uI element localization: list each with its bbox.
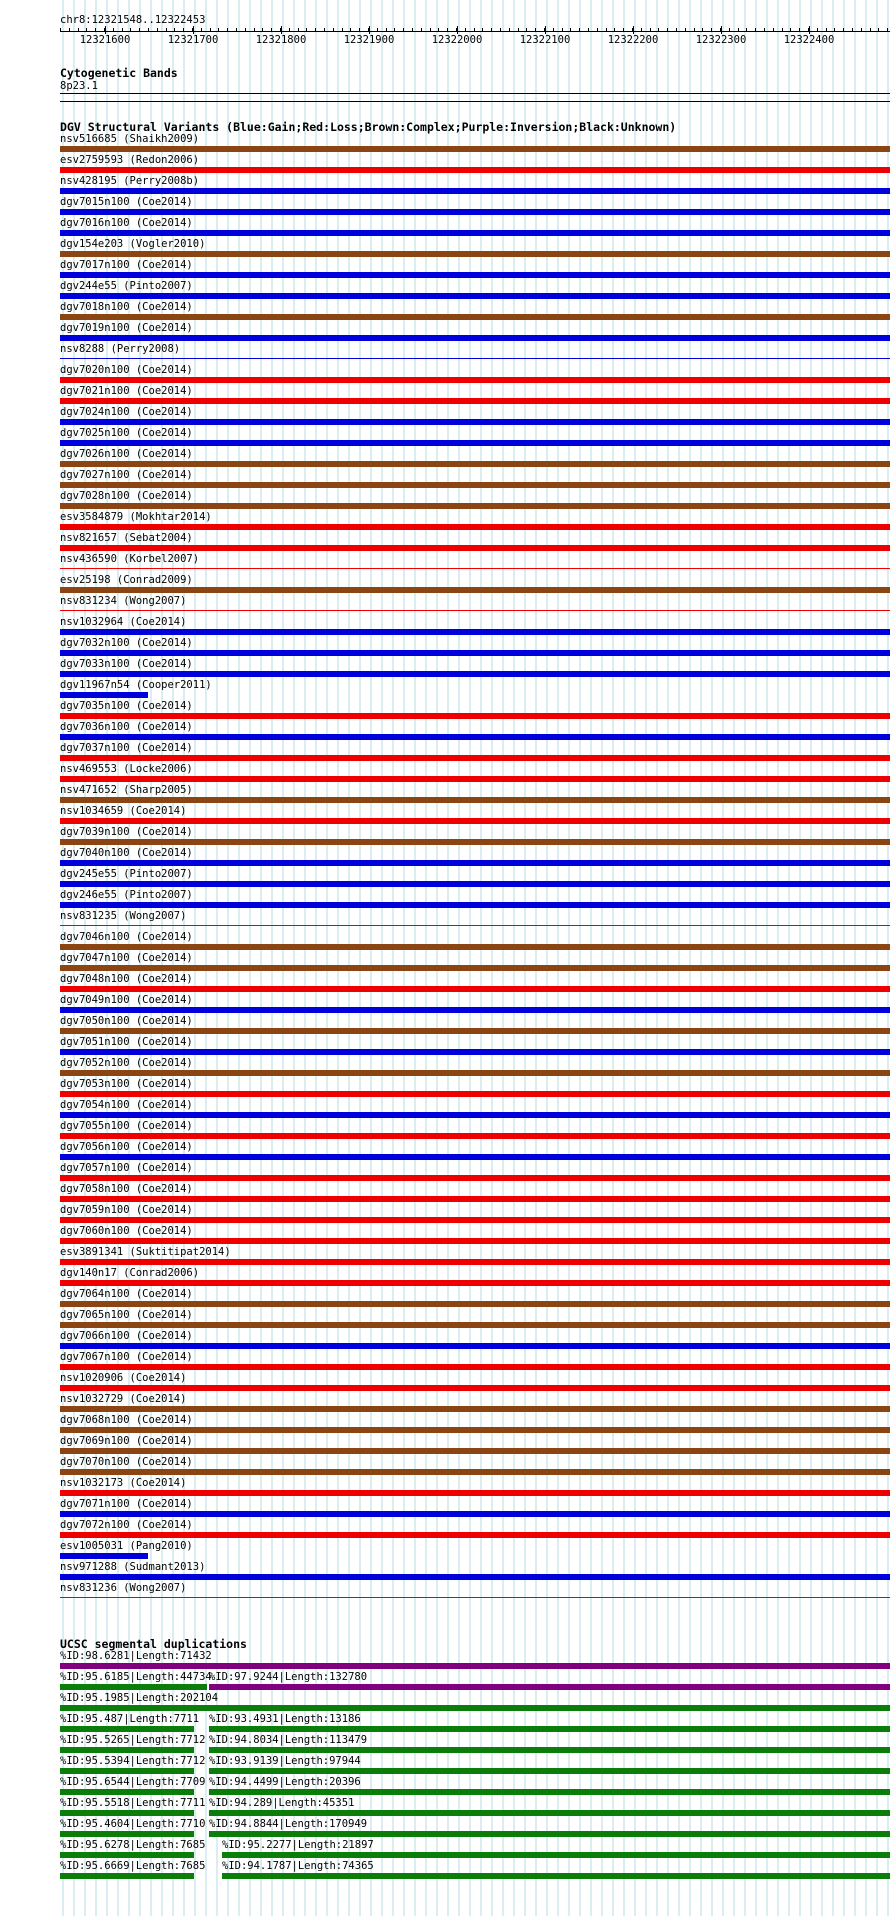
ruler-major-tick	[721, 26, 722, 34]
segdup-label[interactable]: %ID:94.1787|Length:74365	[222, 1860, 374, 1872]
dgv-variant-label[interactable]: nsv1034659 (Coe2014)	[60, 805, 187, 817]
dgv-variant-bar[interactable]	[60, 610, 890, 611]
ruler-minor-tick	[113, 28, 114, 32]
ruler-minor-tick	[447, 28, 448, 32]
dgv-variant-bar[interactable]	[60, 1343, 890, 1349]
ruler-tick-label: 12321600	[79, 34, 131, 46]
ruler-minor-tick	[289, 28, 290, 32]
dgv-variant-bar[interactable]	[60, 1301, 890, 1307]
segdup-bar[interactable]	[209, 1768, 890, 1774]
dgv-variant-bar[interactable]	[60, 1280, 890, 1286]
ruler-minor-tick	[201, 28, 202, 32]
dgv-variant-label[interactable]: dgv7069n100 (Coe2014)	[60, 1435, 193, 1447]
dgv-variant-bar[interactable]	[60, 1028, 890, 1034]
dgv-variant-bar[interactable]	[60, 209, 890, 215]
segdup-bar[interactable]	[209, 1831, 890, 1837]
dgv-variant-bar[interactable]	[60, 1490, 890, 1496]
ruler-minor-tick	[236, 28, 237, 32]
dgv-variant-label[interactable]: nsv428195 (Perry2008b)	[60, 175, 200, 187]
ruler-minor-tick	[227, 28, 228, 32]
dgv-variant-label[interactable]: dgv7053n100 (Coe2014)	[60, 1078, 193, 1090]
dgv-variant-label[interactable]: dgv7028n100 (Coe2014)	[60, 490, 193, 502]
dgv-variant-label[interactable]: dgv7015n100 (Coe2014)	[60, 196, 193, 208]
dgv-variant-bar[interactable]	[60, 1196, 890, 1202]
segdup-label[interactable]: %ID:93.4931|Length:13186	[209, 1713, 361, 1725]
dgv-variant-bar[interactable]	[60, 818, 890, 824]
ruler-minor-tick	[562, 28, 563, 32]
dgv-variant-label[interactable]: dgv7050n100 (Coe2014)	[60, 1015, 193, 1027]
ruler-minor-tick	[702, 28, 703, 32]
dgv-variant-bar[interactable]	[60, 1553, 148, 1559]
ruler-minor-tick	[359, 28, 360, 32]
dgv-variant-bar[interactable]	[60, 335, 890, 341]
ruler-minor-tick	[438, 28, 439, 32]
dgv-variant-bar[interactable]	[60, 1217, 890, 1223]
ruler-minor-tick	[342, 28, 343, 32]
segdup-bar[interactable]	[222, 1852, 890, 1858]
ruler-minor-tick	[324, 28, 325, 32]
ruler-minor-tick	[148, 28, 149, 32]
segdup-label[interactable]: %ID:95.5265|Length:7712	[60, 1734, 206, 1746]
dgv-variant-label[interactable]: dgv7046n100 (Coe2014)	[60, 931, 193, 943]
ruler-minor-tick	[746, 28, 747, 32]
dgv-variant-label[interactable]: dgv7051n100 (Coe2014)	[60, 1036, 193, 1048]
dgv-variant-label[interactable]: nsv469553 (Locke2006)	[60, 763, 193, 775]
dgv-variant-label[interactable]: dgv7059n100 (Coe2014)	[60, 1204, 193, 1216]
ruler-minor-tick	[606, 28, 607, 32]
dgv-variant-label[interactable]: dgv7047n100 (Coe2014)	[60, 952, 193, 964]
segdup-bar[interactable]	[60, 1663, 890, 1669]
ruler-minor-tick	[218, 28, 219, 32]
dgv-variant-label[interactable]: esv3891341 (Suktitipat2014)	[60, 1246, 231, 1258]
dgv-variant-bar[interactable]	[60, 230, 890, 236]
dgv-variant-label[interactable]: nsv471652 (Sharp2005)	[60, 784, 193, 796]
ruler-minor-tick	[306, 28, 307, 32]
dgv-variant-label[interactable]: dgv7035n100 (Coe2014)	[60, 700, 193, 712]
cytoband-label: 8p23.1	[60, 80, 98, 92]
dgv-track-title: DGV Structural Variants (Blue:Gain;Red:Loss;Brown:Complex;Purple:Inversion;Black:Unknown)	[60, 120, 677, 134]
dgv-variant-bar[interactable]	[60, 1049, 890, 1055]
ruler-major-tick	[193, 26, 194, 34]
ruler-minor-tick	[738, 28, 739, 32]
ruler-minor-tick	[60, 28, 61, 32]
dgv-variant-bar[interactable]	[60, 314, 890, 320]
ruler-minor-tick	[95, 28, 96, 32]
ruler-minor-tick	[271, 28, 272, 32]
ruler-minor-tick	[315, 28, 316, 32]
ruler-major-tick	[369, 26, 370, 34]
ruler-minor-tick	[245, 28, 246, 32]
ruler-minor-tick	[887, 28, 888, 32]
dgv-variant-bar[interactable]	[60, 1070, 890, 1076]
ruler-minor-tick	[729, 28, 730, 32]
dgv-variant-label[interactable]: dgv7060n100 (Coe2014)	[60, 1225, 193, 1237]
segdup-bar[interactable]	[209, 1810, 890, 1816]
segdup-bar[interactable]	[60, 1810, 194, 1816]
dgv-variant-bar[interactable]	[60, 358, 890, 359]
segdup-label[interactable]: %ID:94.8034|Length:113479	[209, 1734, 368, 1746]
dgv-variant-bar[interactable]	[60, 293, 890, 299]
dgv-variant-bar[interactable]	[60, 755, 890, 761]
segdup-bar[interactable]	[60, 1831, 194, 1837]
ruler-major-tick	[633, 26, 634, 34]
ruler-minor-tick	[579, 28, 580, 32]
ruler-minor-tick	[570, 28, 571, 32]
dgv-variant-label[interactable]: esv3584879 (Mokhtar2014)	[60, 511, 212, 523]
ruler-minor-tick	[139, 28, 140, 32]
dgv-variant-label[interactable]: dgv154e203 (Vogler2010)	[60, 238, 206, 250]
dgv-variant-label[interactable]: nsv1020906 (Coe2014)	[60, 1372, 187, 1384]
dgv-variant-bar[interactable]	[60, 629, 890, 635]
ruler-minor-tick	[878, 28, 879, 32]
dgv-variant-bar[interactable]	[60, 1532, 890, 1538]
dgv-variant-bar[interactable]	[60, 587, 890, 593]
ruler-minor-tick	[711, 28, 712, 32]
dgv-variant-bar[interactable]	[60, 1448, 890, 1454]
ruler-minor-tick	[333, 28, 334, 32]
segdup-bar[interactable]	[60, 1873, 194, 1879]
ruler-minor-tick	[861, 28, 862, 32]
dgv-variant-bar[interactable]	[60, 925, 890, 926]
dgv-variant-bar[interactable]	[60, 1154, 890, 1160]
dgv-variant-label[interactable]: dgv7057n100 (Coe2014)	[60, 1162, 193, 1174]
ruler-major-tick	[809, 26, 810, 34]
ruler-minor-tick	[623, 28, 624, 32]
dgv-variant-label[interactable]: esv1005031 (Pang2010)	[60, 1540, 193, 1552]
dgv-variant-bar[interactable]	[60, 568, 890, 569]
locus-label: chr8:12321548..12322453	[60, 14, 206, 26]
dgv-variant-label[interactable]: dgv7036n100 (Coe2014)	[60, 721, 193, 733]
ruler-minor-tick	[826, 28, 827, 32]
cytoband-track-title: Cytogenetic Bands	[60, 66, 178, 80]
ruler-minor-tick	[870, 28, 871, 32]
dgv-variant-label[interactable]: dgv7068n100 (Coe2014)	[60, 1414, 193, 1426]
ruler-minor-tick	[377, 28, 378, 32]
ruler-minor-tick	[843, 28, 844, 32]
dgv-variant-label[interactable]: dgv7019n100 (Coe2014)	[60, 322, 193, 334]
dgv-variant-bar[interactable]	[60, 482, 890, 488]
dgv-variant-bar[interactable]	[60, 503, 890, 509]
ruler-major-tick	[105, 26, 106, 34]
dgv-variant-bar[interactable]	[60, 1511, 890, 1517]
ruler-tick-label: 12322200	[607, 34, 659, 46]
ruler-minor-tick	[491, 28, 492, 32]
dgv-variant-bar[interactable]	[60, 860, 890, 866]
ruler-minor-tick	[86, 28, 87, 32]
ruler-minor-tick	[174, 28, 175, 32]
ruler-minor-tick	[403, 28, 404, 32]
dgv-variant-label[interactable]: dgv7052n100 (Coe2014)	[60, 1057, 193, 1069]
dgv-variant-label[interactable]: dgv140n17 (Conrad2006)	[60, 1267, 200, 1279]
ruler-minor-tick	[614, 28, 615, 32]
dgv-variant-label[interactable]: esv2759593 (Redon2006)	[60, 154, 200, 166]
dgv-variant-label[interactable]: dgv7067n100 (Coe2014)	[60, 1351, 193, 1363]
ruler-tick-label: 12322100	[519, 34, 571, 46]
segdup-label[interactable]: %ID:95.6669|Length:7685	[60, 1860, 206, 1872]
ruler-tick-label: 12322300	[695, 34, 747, 46]
ruler-minor-tick	[130, 28, 131, 32]
dgv-variant-bar[interactable]	[60, 734, 890, 740]
dgv-variant-label[interactable]: esv25198 (Conrad2009)	[60, 574, 193, 586]
ruler-minor-tick	[834, 28, 835, 32]
dgv-variant-bar[interactable]	[60, 398, 890, 404]
track-separator	[60, 101, 890, 102]
ruler-minor-tick	[676, 28, 677, 32]
ruler-minor-tick	[254, 28, 255, 32]
segdup-bar[interactable]	[209, 1684, 890, 1690]
dgv-variant-bar[interactable]	[60, 1427, 890, 1433]
dgv-variant-label[interactable]: nsv821657 (Sebat2004)	[60, 532, 193, 544]
dgv-variant-bar[interactable]	[60, 986, 890, 992]
dgv-variant-label[interactable]: dgv7018n100 (Coe2014)	[60, 301, 193, 313]
segdup-label[interactable]: %ID:94.289|Length:45351	[209, 1797, 355, 1809]
segdup-label[interactable]: %ID:95.4604|Length:7710	[60, 1818, 206, 1830]
dgv-variant-bar[interactable]	[60, 461, 890, 467]
ruler-minor-tick	[658, 28, 659, 32]
dgv-variant-label[interactable]: nsv1032729 (Coe2014)	[60, 1393, 187, 1405]
dgv-variant-label[interactable]: dgv7070n100 (Coe2014)	[60, 1456, 193, 1468]
ruler-minor-tick	[755, 28, 756, 32]
ruler-minor-tick	[641, 28, 642, 32]
dgv-variant-bar[interactable]	[60, 1469, 890, 1475]
dgv-variant-bar[interactable]	[60, 1385, 890, 1391]
ruler-minor-tick	[482, 28, 483, 32]
ruler-minor-tick	[394, 28, 395, 32]
ruler-major-tick	[545, 26, 546, 34]
segdup-label[interactable]: %ID:95.6185|Length:44734	[60, 1671, 212, 1683]
segdup-label[interactable]: %ID:95.5518|Length:7711	[60, 1797, 206, 1809]
dgv-variant-label[interactable]: dgv7071n100 (Coe2014)	[60, 1498, 193, 1510]
dgv-variant-bar[interactable]	[60, 1007, 890, 1013]
dgv-variant-label[interactable]: nsv1032964 (Coe2014)	[60, 616, 187, 628]
segdup-bar[interactable]	[60, 1726, 194, 1732]
cytoband-bar	[60, 93, 890, 94]
dgv-variant-label[interactable]: dgv7025n100 (Coe2014)	[60, 427, 193, 439]
dgv-variant-label[interactable]: dgv7016n100 (Coe2014)	[60, 217, 193, 229]
ruler-minor-tick	[78, 28, 79, 32]
ruler-minor-tick	[166, 28, 167, 32]
dgv-variant-bar[interactable]	[60, 272, 890, 278]
dgv-variant-label[interactable]: dgv7072n100 (Coe2014)	[60, 1519, 193, 1531]
dgv-variant-bar[interactable]	[60, 1238, 890, 1244]
segdup-bar[interactable]	[60, 1852, 194, 1858]
dgv-variant-bar[interactable]	[60, 1406, 890, 1412]
ruler-minor-tick	[518, 28, 519, 32]
ruler-minor-tick	[773, 28, 774, 32]
ruler-minor-tick	[817, 28, 818, 32]
segdup-bar[interactable]	[60, 1705, 890, 1711]
dgv-variant-label[interactable]: dgv7064n100 (Coe2014)	[60, 1288, 193, 1300]
dgv-variant-bar[interactable]	[60, 1112, 890, 1118]
dgv-variant-bar[interactable]	[60, 1133, 890, 1139]
ruler-minor-tick	[799, 28, 800, 32]
dgv-variant-label[interactable]: dgv246e55 (Pinto2007)	[60, 889, 193, 901]
segdup-label[interactable]: %ID:94.4499|Length:20396	[209, 1776, 361, 1788]
dgv-variant-bar[interactable]	[60, 713, 890, 719]
segdup-label[interactable]: %ID:94.8844|Length:170949	[209, 1818, 368, 1830]
ruler-tick-label: 12321700	[167, 34, 219, 46]
ruler-minor-tick	[386, 28, 387, 32]
dgv-variant-label[interactable]: dgv7017n100 (Coe2014)	[60, 259, 193, 271]
dgv-variant-label[interactable]: dgv7032n100 (Coe2014)	[60, 637, 193, 649]
segdup-bar[interactable]	[222, 1873, 890, 1879]
ruler-minor-tick	[122, 28, 123, 32]
ruler-minor-tick	[650, 28, 651, 32]
ruler-tick-label: 12322400	[783, 34, 835, 46]
dgv-variant-bar[interactable]	[60, 419, 890, 425]
dgv-variant-label[interactable]: dgv7024n100 (Coe2014)	[60, 406, 193, 418]
dgv-variant-label[interactable]: dgv7056n100 (Coe2014)	[60, 1141, 193, 1153]
dgv-variant-label[interactable]: dgv245e55 (Pinto2007)	[60, 868, 193, 880]
segdup-bar[interactable]	[60, 1684, 207, 1690]
dgv-variant-label[interactable]: dgv7027n100 (Coe2014)	[60, 469, 193, 481]
ruler-minor-tick	[685, 28, 686, 32]
segdup-label[interactable]: %ID:95.487|Length:7711	[60, 1713, 200, 1725]
dgv-variant-label[interactable]: nsv1032173 (Coe2014)	[60, 1477, 187, 1489]
ruler-minor-tick	[509, 28, 510, 32]
segdup-bar[interactable]	[209, 1726, 890, 1732]
dgv-variant-bar[interactable]	[60, 965, 890, 971]
dgv-variant-label[interactable]: dgv7039n100 (Coe2014)	[60, 826, 193, 838]
dgv-variant-label[interactable]: nsv516685 (Shaikh2009)	[60, 133, 200, 145]
dgv-variant-bar[interactable]	[60, 188, 890, 194]
dgv-variant-bar[interactable]	[60, 1574, 890, 1580]
ruler-minor-tick	[183, 28, 184, 32]
ruler-minor-tick	[430, 28, 431, 32]
dgv-variant-label[interactable]: nsv831235 (Wong2007)	[60, 910, 187, 922]
segdup-bar[interactable]	[60, 1789, 194, 1795]
dgv-variant-label[interactable]: nsv8288 (Perry2008)	[60, 343, 181, 355]
dgv-variant-label[interactable]: nsv436590 (Korbel2007)	[60, 553, 200, 565]
ruler-minor-tick	[412, 28, 413, 32]
ruler-minor-tick	[262, 28, 263, 32]
dgv-variant-bar[interactable]	[60, 251, 890, 257]
dgv-variant-label[interactable]: dgv7020n100 (Coe2014)	[60, 364, 193, 376]
dgv-variant-bar[interactable]	[60, 944, 890, 950]
dgv-variant-bar[interactable]	[60, 692, 148, 698]
dgv-variant-bar[interactable]	[60, 146, 890, 152]
ruler-minor-tick	[597, 28, 598, 32]
ruler-minor-tick	[350, 28, 351, 32]
segdup-label[interactable]: %ID:93.9139|Length:97944	[209, 1755, 361, 1767]
ruler-minor-tick	[588, 28, 589, 32]
ruler-minor-tick	[157, 28, 158, 32]
segdup-track-title: UCSC segmental duplications	[60, 1637, 247, 1651]
ruler-tick-label: 12321800	[255, 34, 307, 46]
dgv-variant-bar[interactable]	[60, 881, 890, 887]
dgv-variant-label[interactable]: dgv7037n100 (Coe2014)	[60, 742, 193, 754]
ruler-minor-tick	[500, 28, 501, 32]
segdup-label[interactable]: %ID:95.6278|Length:7685	[60, 1839, 206, 1851]
dgv-variant-label[interactable]: dgv7049n100 (Coe2014)	[60, 994, 193, 1006]
dgv-variant-label[interactable]: dgv7040n100 (Coe2014)	[60, 847, 193, 859]
ruler-tick-label: 12321900	[343, 34, 395, 46]
dgv-variant-label[interactable]: dgv7065n100 (Coe2014)	[60, 1309, 193, 1321]
segdup-label[interactable]: %ID:95.6544|Length:7709	[60, 1776, 206, 1788]
dgv-variant-bar[interactable]	[60, 1091, 890, 1097]
ruler-minor-tick	[465, 28, 466, 32]
dgv-variant-bar[interactable]	[60, 776, 890, 782]
ruler-major-tick	[457, 26, 458, 34]
dgv-variant-bar[interactable]	[60, 650, 890, 656]
dgv-variant-bar[interactable]	[60, 377, 890, 383]
ruler-minor-tick	[764, 28, 765, 32]
dgv-variant-bar[interactable]	[60, 902, 890, 908]
segdup-label[interactable]: %ID:95.1985|Length:202104	[60, 1692, 219, 1704]
segdup-label[interactable]: %ID:97.9244|Length:132780	[209, 1671, 368, 1683]
dgv-variant-label[interactable]: dgv7058n100 (Coe2014)	[60, 1183, 193, 1195]
segdup-bar[interactable]	[60, 1747, 194, 1753]
dgv-variant-label[interactable]: dgv7048n100 (Coe2014)	[60, 973, 193, 985]
ruler-minor-tick	[694, 28, 695, 32]
dgv-variant-bar[interactable]	[60, 545, 890, 551]
dgv-variant-bar[interactable]	[60, 167, 890, 173]
ruler-minor-tick	[553, 28, 554, 32]
segdup-label[interactable]: %ID:98.6281|Length:71432	[60, 1650, 212, 1662]
dgv-variant-label[interactable]: nsv831236 (Wong2007)	[60, 1582, 187, 1594]
ruler-minor-tick	[790, 28, 791, 32]
segdup-bar[interactable]	[209, 1747, 890, 1753]
segdup-bar[interactable]	[209, 1789, 890, 1795]
dgv-variant-bar[interactable]	[60, 797, 890, 803]
ruler-minor-tick	[535, 28, 536, 32]
dgv-variant-bar[interactable]	[60, 1597, 890, 1598]
ruler-minor-tick	[782, 28, 783, 32]
ruler-minor-tick	[852, 28, 853, 32]
dgv-variant-bar[interactable]	[60, 1322, 890, 1328]
ruler-minor-tick	[298, 28, 299, 32]
dgv-variant-label[interactable]: dgv7026n100 (Coe2014)	[60, 448, 193, 460]
ruler-baseline	[60, 31, 890, 32]
dgv-variant-bar[interactable]	[60, 671, 890, 677]
ruler-minor-tick	[667, 28, 668, 32]
dgv-variant-label[interactable]: dgv7066n100 (Coe2014)	[60, 1330, 193, 1342]
dgv-variant-bar[interactable]	[60, 1175, 890, 1181]
dgv-variant-label[interactable]: dgv7055n100 (Coe2014)	[60, 1120, 193, 1132]
dgv-variant-bar[interactable]	[60, 1364, 890, 1370]
segdup-label[interactable]: %ID:95.2277|Length:21897	[222, 1839, 374, 1851]
ruler-major-tick	[281, 26, 282, 34]
ruler-minor-tick	[526, 28, 527, 32]
dgv-variant-bar[interactable]	[60, 1259, 890, 1265]
dgv-variant-bar[interactable]	[60, 524, 890, 530]
segdup-bar[interactable]	[60, 1768, 194, 1774]
ruler-minor-tick	[421, 28, 422, 32]
ruler-minor-tick	[474, 28, 475, 32]
dgv-variant-label[interactable]: dgv7054n100 (Coe2014)	[60, 1099, 193, 1111]
ruler-minor-tick	[210, 28, 211, 32]
segdup-label[interactable]: %ID:95.5394|Length:7712	[60, 1755, 206, 1767]
dgv-variant-label[interactable]: dgv244e55 (Pinto2007)	[60, 280, 193, 292]
dgv-variant-bar[interactable]	[60, 440, 890, 446]
dgv-variant-label[interactable]: nsv831234 (Wong2007)	[60, 595, 187, 607]
ruler-minor-tick	[69, 28, 70, 32]
dgv-variant-label[interactable]: nsv971288 (Sudmant2013)	[60, 1561, 206, 1573]
dgv-variant-bar[interactable]	[60, 839, 890, 845]
dgv-variant-label[interactable]: dgv11967n54 (Cooper2011)	[60, 679, 212, 691]
dgv-variant-label[interactable]: dgv7021n100 (Coe2014)	[60, 385, 193, 397]
dgv-variant-label[interactable]: dgv7033n100 (Coe2014)	[60, 658, 193, 670]
ruler-tick-label: 12322000	[431, 34, 483, 46]
